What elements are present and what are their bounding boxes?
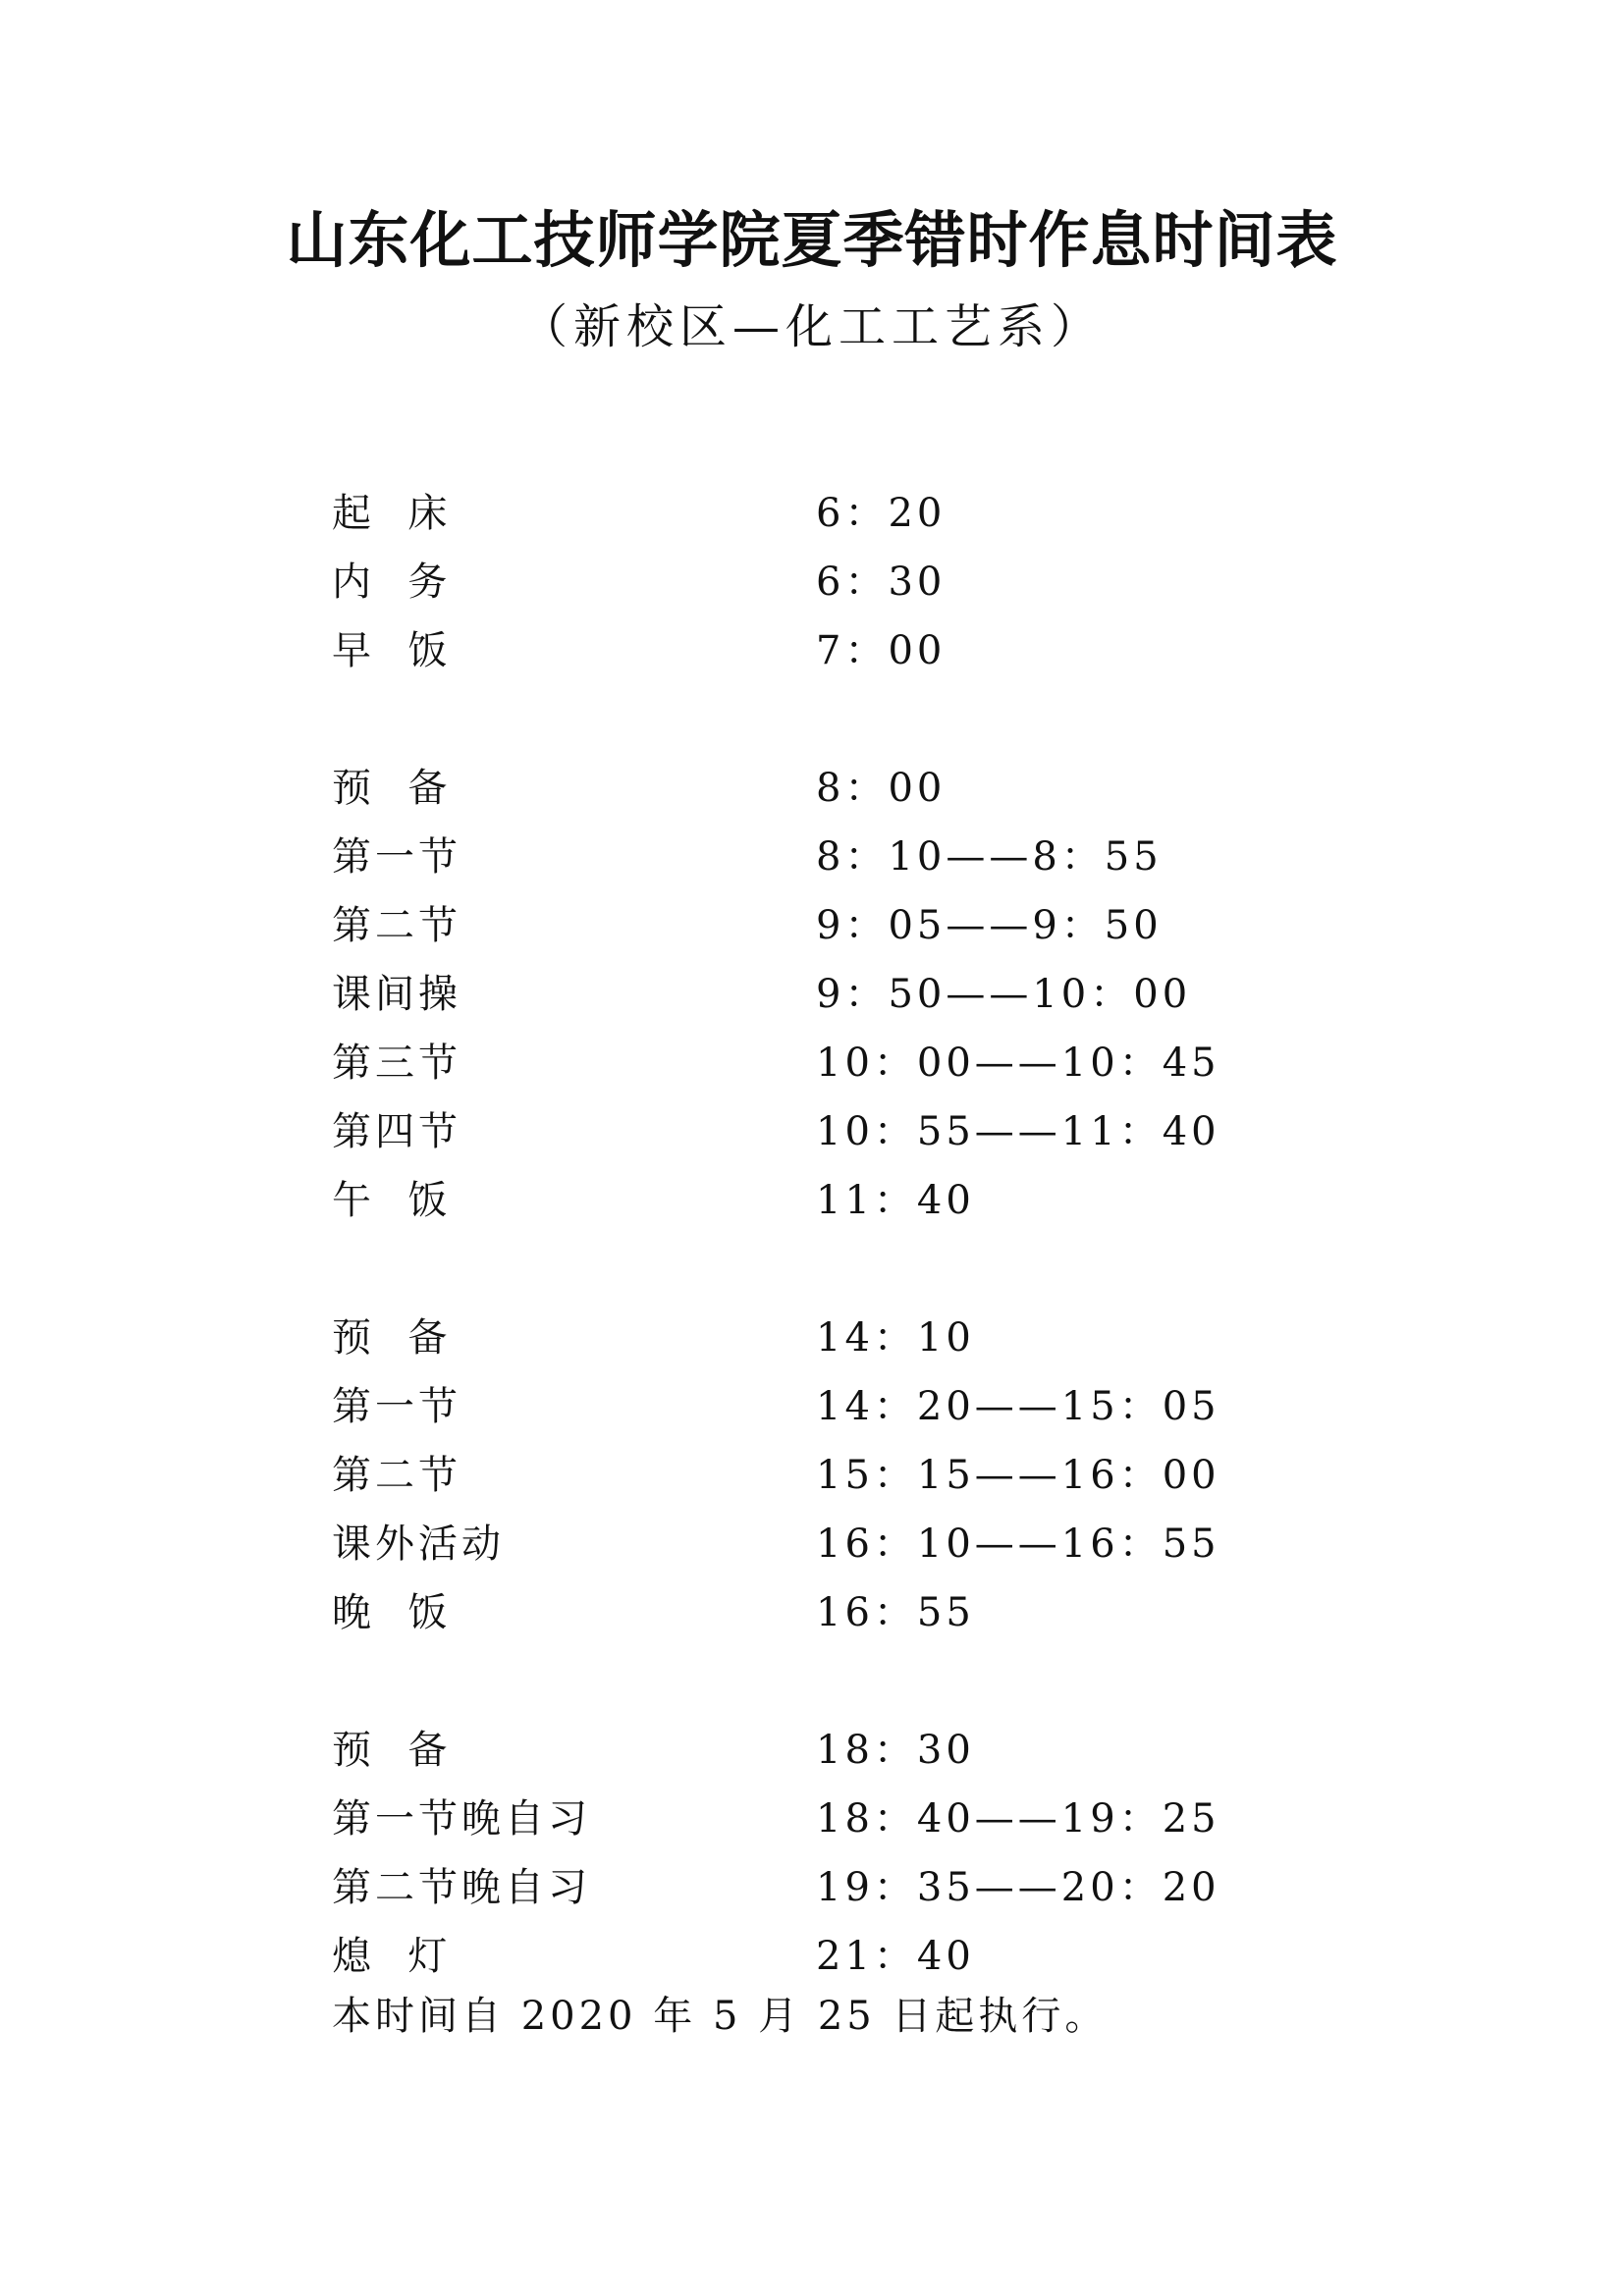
schedule-row <box>332 1785 1314 1853</box>
schedule-row <box>332 960 1314 1029</box>
schedule-row <box>332 1166 1314 1235</box>
schedule-row <box>332 891 1314 960</box>
activity-label: 第二节 <box>332 1453 461 1498</box>
activity-time: 8：10——8：55 <box>816 834 1163 880</box>
document-title: 山东化工技师学院夏季错时作息时间表 <box>286 204 1338 276</box>
schedule-row <box>332 616 1314 685</box>
activity-label: 早 饭 <box>332 628 452 673</box>
activity-label: 预 备 <box>332 1315 452 1361</box>
activity-time: 21：40 <box>816 1934 975 1979</box>
activity-label: 第四节 <box>332 1109 461 1154</box>
activity-label: 第二节晚自习 <box>332 1865 591 1910</box>
activity-time: 16：10——16：55 <box>816 1522 1220 1567</box>
activity-label: 内 务 <box>332 560 452 605</box>
schedule-row <box>332 823 1314 891</box>
schedule-row <box>332 1097 1314 1166</box>
schedule-row <box>332 1029 1314 1097</box>
activity-label: 第一节 <box>332 834 461 880</box>
schedule-group-morning-routine <box>332 479 1314 685</box>
activity-label: 第三节 <box>332 1041 461 1086</box>
schedule-row <box>332 1304 1314 1372</box>
activity-time: 7：00 <box>816 628 947 673</box>
schedule-row <box>332 1853 1314 1922</box>
activity-time: 11：40 <box>816 1178 975 1223</box>
activity-label: 第一节晚自习 <box>332 1796 591 1842</box>
schedule-row <box>332 548 1314 616</box>
activity-label: 晚 饭 <box>332 1590 452 1635</box>
schedule-row <box>332 1716 1314 1785</box>
activity-time: 18：40——19：25 <box>816 1796 1220 1842</box>
document-subtitle: （新校区—化工工艺系） <box>519 299 1104 354</box>
schedule-row <box>332 1441 1314 1510</box>
schedule-row <box>332 479 1314 548</box>
activity-label: 预 备 <box>332 1728 452 1773</box>
schedule-group-afternoon <box>332 1304 1314 1647</box>
activity-label: 午 饭 <box>332 1178 452 1223</box>
schedule-row <box>332 1510 1314 1578</box>
effective-date-note: 本时间自 2020 年 5 月 25 日起执行。 <box>332 1994 1109 2039</box>
activity-time: 19：35——20：20 <box>816 1865 1220 1910</box>
activity-time: 9：50——10：00 <box>816 972 1192 1017</box>
activity-label: 第一节 <box>332 1384 461 1429</box>
activity-time: 16：55 <box>816 1590 975 1635</box>
schedule-row <box>332 1372 1314 1441</box>
activity-time: 14：10 <box>816 1315 975 1361</box>
schedule-table <box>332 479 1314 2059</box>
activity-time: 6：30 <box>816 560 947 605</box>
activity-label: 熄 灯 <box>332 1934 452 1979</box>
schedule-row <box>332 1578 1314 1647</box>
activity-time: 18：30 <box>816 1728 975 1773</box>
activity-label: 起 床 <box>332 491 452 536</box>
activity-time: 15：15——16：00 <box>816 1453 1220 1498</box>
activity-label: 课间操 <box>332 972 461 1017</box>
activity-time: 10：55——11：40 <box>816 1109 1220 1154</box>
activity-time: 14：20——15：05 <box>816 1384 1220 1429</box>
schedule-row <box>332 1922 1314 1991</box>
activity-label: 课外活动 <box>332 1522 505 1567</box>
activity-time: 9：05——9：50 <box>816 903 1163 948</box>
schedule-group-evening <box>332 1716 1314 1991</box>
schedule-row <box>332 754 1314 823</box>
activity-time: 6：20 <box>816 491 947 536</box>
activity-time: 10：00——10：45 <box>816 1041 1220 1086</box>
activity-label: 预 备 <box>332 766 452 811</box>
schedule-group-morning-classes <box>332 754 1314 1235</box>
activity-label: 第二节 <box>332 903 461 948</box>
activity-time: 8：00 <box>816 766 947 811</box>
